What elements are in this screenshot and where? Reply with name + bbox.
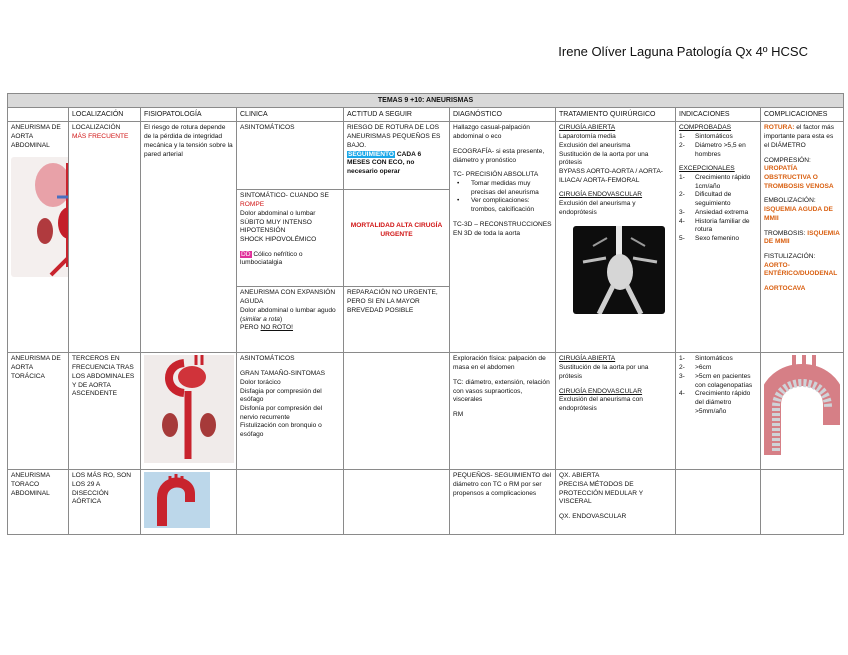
ind-cell (676, 470, 761, 535)
loc-cell: LOS MÁS RO, SON LOS 29 A DISECCIÓN AÓRTICA (69, 470, 141, 535)
image-cell (141, 470, 237, 535)
comp-cell: ROTURA: el factor más importante para esta es el DIÁMETRO COMPRESIÓN: UROPATÍA OBSTRUCTIVA O TROMBOSIS VENOSA EMBOLIZACIÓN: ISQUEMIA AGUDA DE MMII TROMBOSIS: ISQUEMIA DE MMII FISTULIZACIÓN: AORTO-ENTÉRICO/DUODENAL AORTOCAVA (761, 122, 844, 353)
clin-asint: ASINTOMÁTICOS (240, 124, 295, 132)
trat-text: Exclusión del aneurisma (559, 141, 631, 149)
col-header: COMPLICACIONES (761, 108, 844, 122)
trat-cell: QX. ABIERTA PRECISA MÉTODOS DE PROTECCIÓN MEDULAR Y VISCERAL QX. ENDOVASCULAR (556, 470, 676, 535)
trat-heading: CIRUGÍA ABIERTA (559, 124, 616, 132)
trat-text: BYPASS AORTO-AORTA / AORTA-ILIACA/ AORTA-FEMORAL (559, 167, 663, 184)
clin-exp-cell: ANEURISMA CON EXPANSIÓN AGUDA Dolor abdominal o lumbar agudo (similar a rota) PERO NO ROTO! (237, 287, 344, 353)
comp-label: COMPRESIÓN: (764, 156, 811, 164)
trat-cell: CIRUGÍA ABIERTA Sustitución de la aorta por una prótesis CIRUGÍA ENDOVASCULAR Exclusión del aneurisma con endoprótesis (556, 353, 676, 470)
list-item: 1- Sintomáticos (679, 355, 733, 363)
fisio-text: El riesgo de rotura depende de la pérdida de integridad mecánica y la tensión sobre la pared arterial (144, 124, 233, 158)
row-thoracic (8, 353, 844, 470)
trat-heading: CIRUGÍA ENDOVASCULAR (559, 191, 643, 199)
aneurysm-table (7, 93, 844, 535)
rompe-text: ROMPE (240, 201, 265, 209)
list-item: • Tomar medidas muy precisas del aneurisma (457, 179, 539, 196)
column-header-row (8, 108, 844, 122)
list-item: 2- >6cm (679, 364, 712, 372)
ind-heading: COMPROBADAS (679, 124, 732, 132)
angio-ct-image (573, 226, 665, 314)
list-item: 4- Historia familiar de rotura (679, 217, 750, 234)
row-abdominal-a (8, 122, 844, 190)
thoracic-aorta-image (144, 355, 234, 463)
header-empty (8, 108, 69, 122)
clin-cell: ASINTOMÁTICOS GRAN TAMAÑO-SINTOMAS Dolor torácico Disfagia por compresión del esófago Disfonía por compresión del nervio recurrente Fistulización con bronquio o esófago (237, 353, 344, 470)
loc-cell (69, 122, 141, 353)
diag-text: TC- PRECISIÓN ABSOLUTA (453, 171, 539, 179)
list-item: 2- Dificultad de seguimiento (679, 191, 732, 208)
act-asint-cell (344, 122, 450, 190)
loc-most-frequent: MÁS FRECUENTE (72, 133, 129, 141)
loc-label: LOCALIZACIÓN (72, 124, 121, 132)
act-cell (344, 353, 450, 470)
comp-label: FISTULIZACIÓN: (764, 252, 816, 260)
comp-label: ROTURA: (764, 124, 795, 132)
act-asint: RIESGO DE ROTURA DE LOS ANEURISMAS PEQUEÑOS ES BAJO. (347, 124, 441, 149)
image-cell (141, 353, 237, 470)
stent-graft-image (764, 355, 840, 461)
trat-text: Exclusión del aneurisma y endoprótesis (559, 200, 636, 216)
row-name: ANEURISMA TORACO ABDOMINAL (11, 472, 50, 497)
col-header: LOCALIZACIÓN (69, 108, 141, 122)
trat-heading: CIRUGÍA ABIERTA (559, 355, 616, 363)
list-item: 3- Ansiedad extrema (679, 208, 749, 216)
image-cell (761, 353, 844, 470)
list-item: • Ver complicaciones: trombos, calcificación (457, 197, 535, 214)
trat-heading: CIRUGÍA ENDOVASCULAR (559, 387, 643, 395)
clin-asint-cell (237, 122, 344, 190)
diag-cell (450, 122, 556, 353)
trat-cell (556, 122, 676, 353)
list-item: 1- Crecimiento rápido 1cm/año (679, 173, 751, 190)
diag-text: ECOGRAFÍA- si esta presente, diámetro y pronóstico (453, 147, 545, 164)
mortalidad-cell (344, 190, 450, 287)
row-name-cell (8, 470, 69, 535)
diag-cell: PEQUEÑOS- SEGUIMIENTO del diámetro con TC o RM por ser propensos a complicaciones (450, 470, 556, 535)
comp-label: EMBOLIZACIÓN: (764, 197, 816, 205)
diag-cell: Exploración física: palpación de masa en el abdomen TC: diámetro, extensión, relación con vasos supraorticos, viscerales RM (450, 353, 556, 470)
trat-text: Sustitución de la aorta por una prótesis (559, 150, 649, 167)
col-header: FISIOPATOLOGÍA (141, 108, 237, 122)
dd-highlight: DD (241, 250, 251, 258)
col-header: INDICACIONES (676, 108, 761, 122)
act-exp-cell: REPARACIÓN NO URGENTE, PERO SI EN LA MAYOR BREVEDAD POSIBLE (344, 287, 450, 353)
seguimiento-text: CADA 6 MESES CON ECO, no necesario operar (347, 150, 422, 175)
row-name-cell (8, 353, 69, 470)
row-name-cell (8, 122, 69, 353)
row-name: ANEURISMA DE AORTA TORÁCICA (11, 355, 61, 380)
list-item: 5- Sexo femenino (679, 234, 739, 242)
mortalidad-text: MORTALIDAD ALTA CIRUGÍA URGENTE (350, 222, 443, 239)
comp-label: TROMBOSIS: (764, 229, 806, 237)
diag-text: Hallazgo casual-palpación abdominal o eco (453, 124, 530, 141)
clin-sint-cell: SINTOMÁTICO- CUANDO SE ROMPE Dolor abdominal o lumbar SÚBITO MUY INTENSO HIPOTENSIÓN SHOCK HIPOVOLÉMICO DD Cólico nefrítico o lumbociatalgia (237, 190, 344, 287)
diag-text: TC-3D – RECONSTRUCCIONES EN 3D de toda la aorta (453, 220, 552, 237)
fisio-cell (141, 122, 237, 353)
ind-cell (676, 353, 761, 470)
trat-text: Laparotomía media (559, 133, 616, 141)
list-item: 3- >5cm en pacientes con colagenopatías (679, 372, 753, 389)
list-item: 1- Sintomáticos (679, 133, 733, 141)
list-item: 4- Crecimiento rápido del diámetro >5mm/año (679, 390, 751, 415)
clin-cell (237, 470, 344, 535)
col-header: DIAGNÓSTICO (450, 108, 556, 122)
row-thoracoabdominal (8, 470, 844, 535)
list-item: 2- Diámetro >5,5 en hombres (679, 141, 746, 158)
thoracoabdominal-aorta-image (144, 472, 210, 528)
ind-heading: EXCEPCIONALES (679, 165, 735, 173)
ind-cell (676, 122, 761, 353)
abdominal-aorta-image (11, 157, 69, 277)
col-header: CLINICA (237, 108, 344, 122)
act-cell (344, 470, 450, 535)
col-header: ACTITUD A SEGUIR (344, 108, 450, 122)
loc-cell: TERCEROS EN FRECUENCIA TRAS LOS ABDOMINALES Y DE AORTA ASCENDENTE (69, 353, 141, 470)
document-header: Irene Olíver Laguna Patología Qx 4º HCSC (558, 44, 808, 59)
comp-cell (761, 470, 844, 535)
row-name: ANEURISMA DE AORTA ABDOMINAL (11, 124, 61, 149)
seguimiento-highlight: SEGUIMIENTO (348, 150, 395, 158)
table-title: TEMAS 9 +10: ANEURISMAS (8, 94, 844, 108)
col-header: TRATAMIENTO QUIRÚRGICO (556, 108, 676, 122)
